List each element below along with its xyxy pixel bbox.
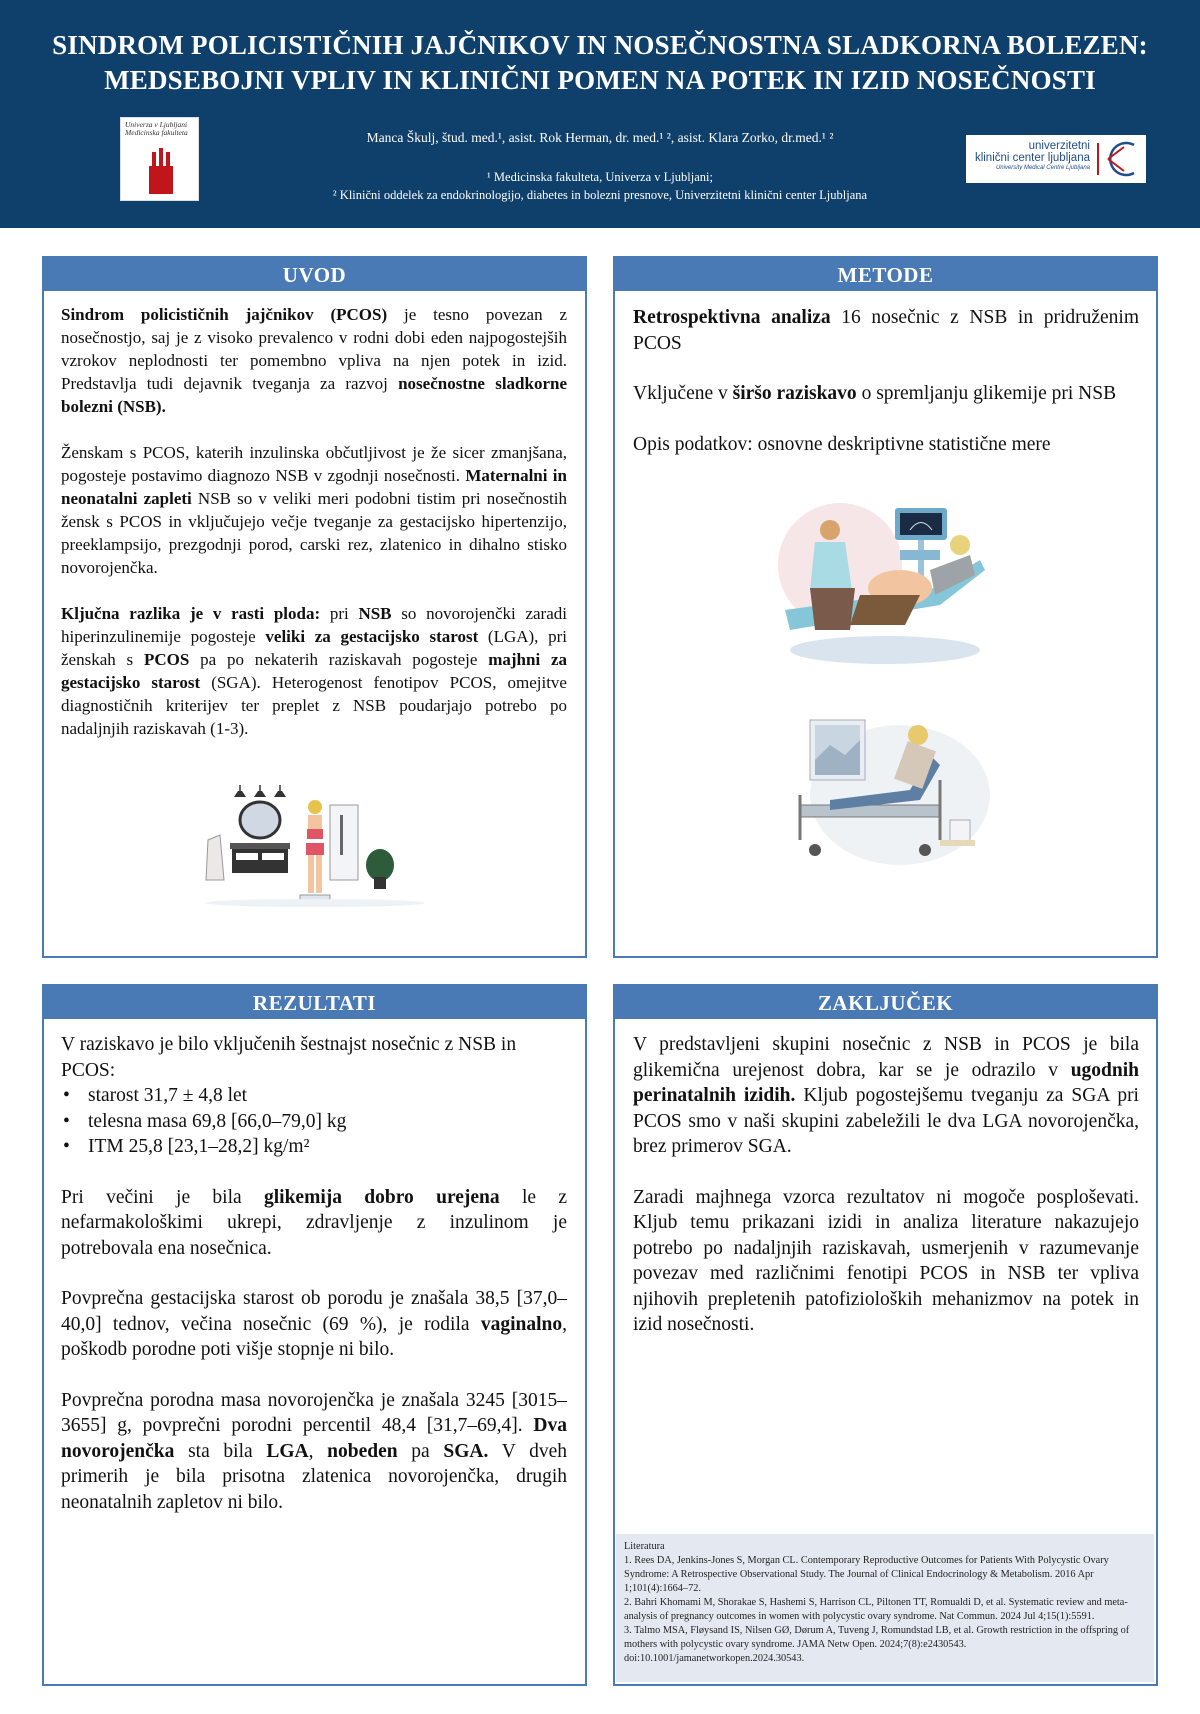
university-logo [120, 117, 199, 201]
rezultati-bullet-list [61, 1083, 567, 1160]
affiliations [260, 168, 940, 204]
zakljucek-paragraph-1: V predstavljeni skupini nosečnic z NSB in PCOS je bila glikemična urejenost dobra, kar se je odrazilo v ugodnih perinatalnih izidih. Kljub pogostejšemu tveganju za SGA pri PCOS smo v naši skupini zabeležili le dva LGA novorojenčka, brez primerov SGA. [633, 1034, 1139, 1157]
university-emblem-icon [147, 146, 175, 196]
uvod-paragraph-3: Ključna razlika je v rasti ploda: pri NSB so novorojenčki zaradi hiperinzulinemije pogosteje veliki za gestacijsko starost (LGA), pri ženskah s PCOS pa po nekaterih raziskavah pogosteje majhni za gestacijsko starost (SGA). Heterogenost fenotipov PCOS, omejitve diagnostičnih kriterijev ter preplet z NSB poudarjajo potrebo po nadaljnjih raziskavah (1-3). [61, 604, 568, 738]
reference-item: 1. Rees DA, Jenkins-Jones S, Morgan CL. Contemporary Reproductive Outcomes for Patients With Polycystic Ovary Syndrome: A Retrospective Observational Study. The Journal of Clinical Endocrinology & Metabolism. 2016 Apr 1;101(4):1664–72. [624, 1555, 1109, 1594]
rezultati-paragraph-3: Povprečna gestacijska starost ob porodu je znašala 38,5 [37,0–40,0] tednov, večina nosečnic (69 %), je rodila vaginalno, poškodb porodne poti višje stopnje ni bilo. [61, 1288, 567, 1360]
logo-uni-text-2: Medicinska fakulteta [125, 128, 188, 137]
bullet-item: • telesna masa 69,8 [66,0–79,0] kg [61, 1109, 567, 1135]
logo-ukc-text-3: University Medical Centre Ljubljana [995, 165, 1090, 171]
zakljucek-paragraph-2: Zaradi majhnega vzorca rezultatov ni mogoče posploševati. Kljub temu prikazani izidi in analiza literature nakazujejo potrebo po nadaljnjih raziskavah, usmerjenih v razumevanje povezav med različnimi fenotipi PCOS in NSB ter vpliva njihovih prepletenih patofizioloških mehanizmov na potek in izid nosečnosti. [633, 1186, 1139, 1335]
authors: Manca Škulj, štud. med.¹, asist. Rok Herman, dr. med.¹ ², asist. Klara Zorko, dr.med.¹ ² [366, 130, 834, 145]
metode-heading: METODE [615, 258, 1156, 291]
uvod-paragraph-1: Sindrom policističnih jajčnikov (PCOS) je tesno povezan z nosečnostjo, saj je z visoko prevalenco v rodni dobi eden najpogostejših vzrokov neplodnosti ter pomembno vpliva na njen potek in izid. Predstavlja tudi dejavnik tveganja za razvoj nosečnostne sladkorne bolezni (NSB). [61, 305, 567, 416]
zakljucek-heading: ZAKLJUČEK [615, 986, 1156, 1019]
affiliation-1: ¹ Medicinska fakulteta, Univerza v Ljubljani; [487, 170, 713, 184]
bullet-item: • starost 31,7 ± 4,8 let [61, 1083, 567, 1109]
logo-uni-text-1: Univerza v Ljubljani [125, 120, 188, 129]
title-line-2: MEDSEBOJNI VPLIV IN KLINIČNI POMEN NA POTEK IN IZID NOSEČNOSTI [104, 65, 1096, 95]
title-line-1: SINDROM POLICISTIČNIH JAJČNIKOV IN NOSEČNOSTNA SLADKORNA BOLEZEN: [52, 30, 1148, 60]
reference-item: 3. Talmo MSA, Fløysand IS, Nilsen GØ, Dørum A, Tuveng J, Romundstad LB, et al. Growth restriction in the offspring of mothers with polycystic ovary syndrome. JAMA Netw Open. 2024;7(8):e2430543. doi:10.1001/jamanetworkopen.2024.30543. [624, 1625, 1130, 1664]
ultrasound-exam-illustration [770, 500, 1000, 670]
poster-title [20, 28, 1180, 98]
rezultati-paragraph-2: Pri večini je bila glikemija dobro urejena le z nefarmakološkimi ukrepi, zdravljenje z inzulinom je potrebovala ena nosečnica. [61, 1186, 568, 1259]
uvod-paragraph-2: Ženskam s PCOS, katerih inzulinska občutljivost je že sicer zmanjšana, pogosteje postavimo diagnozo NSB v zgodnji nosečnosti. Maternalni in neonatalni zapleti NSB so v veliki meri podobni tistim pri nosečnostih žensk s PCOS in vključujejo večje tveganje za gestacijsko hipertenzijo, preeklampsijo, prezgodnji porod, carski rez, zlatenico in dihalno stisko novorojenčka. [61, 443, 567, 577]
references-heading: Literatura [624, 1541, 665, 1552]
logo-ukc-text-2: klinični center ljubljana [974, 152, 1090, 164]
metode-paragraph-2: Vključene v širšo raziskavo o spremljanju glikemije pri NSB [633, 383, 1117, 404]
metode-paragraph-3: Opis podatkov: osnovne deskriptivne statistične mere [633, 433, 1051, 455]
poster-header [0, 0, 1200, 228]
rezultati-text [61, 1032, 567, 1515]
uvod-text [61, 303, 567, 740]
logo-ukc-text-1: univerzitetni [1028, 140, 1090, 152]
affiliation-2: ² Klinični oddelek za endokrinologijo, diabetes in bolezni presnove, Univerzitetni klinični center Ljubljana [332, 188, 868, 202]
metode-paragraph-1: Retrospektivna analiza 16 nosečnic z NSB in pridruženim PCOS [633, 307, 1139, 354]
hospital-bed-illustration [790, 710, 990, 870]
rezultati-heading: REZULTATI [44, 986, 585, 1019]
bathroom-woman-illustration [200, 785, 430, 910]
ukc-logo [966, 135, 1146, 183]
ukc-emblem-icon [1094, 139, 1142, 179]
rezultati-intro: V raziskavo je bilo vključenih šestnajst nosečnic z NSB in PCOS: [61, 1034, 517, 1081]
zakljucek-text [633, 1032, 1139, 1338]
bullet-item: • ITM 25,8 [23,1–28,2] kg/m² [61, 1134, 567, 1160]
references-box [616, 1534, 1154, 1682]
rezultati-paragraph-4: Povprečna porodna masa novorojenčka je znašala 3245 [3015–3655] g, povprečni porodni percentil 48,4 [31,7–69,4]. Dva novorojenčka sta bila LGA, nobeden pa SGA. V dveh primerih je bila prisotna zlatenica novorojenčka, drugih neonatalnih zapletov ni bilo. [61, 1389, 568, 1513]
uvod-heading: UVOD [44, 258, 585, 291]
reference-item: 2. Bahri Khomami M, Shorakae S, Hashemi S, Harrison CL, Piltonen TT, Romualdi D, et al. Systematic review and meta-analysis of pregnancy outcomes in women with polycystic ovary syndrome. Nat Commun. 2024 Jul 4;15(1):5591. [624, 1597, 1128, 1622]
metode-text [633, 305, 1139, 457]
